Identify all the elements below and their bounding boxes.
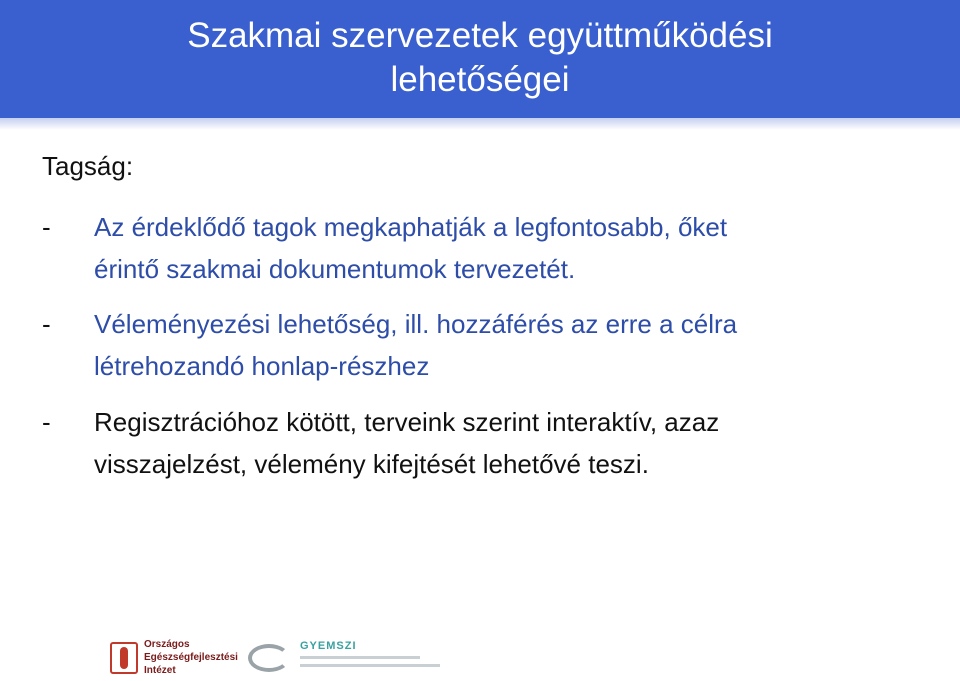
oefi-logo [110, 638, 238, 678]
section-label: Tagság: [42, 151, 134, 181]
list-item [42, 401, 932, 485]
list-item [42, 303, 932, 387]
slide-title [0, 14, 960, 102]
slide-title-line2: lehetőségei [390, 60, 570, 99]
oefi-line3: Intézet [144, 665, 176, 676]
list-item-text [94, 303, 924, 387]
list-item-text [94, 401, 924, 485]
oefi-emblem-icon [110, 642, 138, 674]
gyemszi-swoosh-icon [248, 644, 290, 672]
list-item-line2: létrehozandó honlap-részhez [94, 351, 430, 381]
oefi-logo-text [144, 638, 238, 677]
list-item-line2: visszajelzést, vélemény kifejtését lehetővé teszi. [94, 449, 649, 479]
gyemszi-subtext-line [300, 656, 420, 659]
footer-logos [110, 634, 450, 680]
oefi-line2: Egészségfejlesztési [144, 652, 238, 663]
list-item-line1: Az érdeklődő tagok megkaphatják a legfontosabb, őket [94, 212, 728, 242]
list-item-dash: - [42, 309, 51, 339]
gyemszi-logo [248, 640, 448, 676]
list-item-line1: Véleményezési lehetőség, ill. hozzáférés az erre a célra [94, 309, 738, 339]
gyemszi-name: GYEMSZI [300, 640, 357, 652]
gyemszi-subtext-line [300, 664, 440, 667]
list-item [42, 206, 932, 290]
title-bar [0, 0, 960, 118]
list-item-dash: - [42, 407, 51, 437]
list-item-line2: érintő szakmai dokumentumok tervezetét. [94, 254, 576, 284]
slide-title-line1: Szakmai szervezetek együttműködési [187, 16, 773, 55]
oefi-line1: Országos [144, 639, 190, 650]
list-item-text [94, 206, 924, 290]
list-item-dash: - [42, 212, 51, 242]
list-item-line1: Regisztrációhoz kötött, terveink szerint interaktív, azaz [94, 407, 720, 437]
